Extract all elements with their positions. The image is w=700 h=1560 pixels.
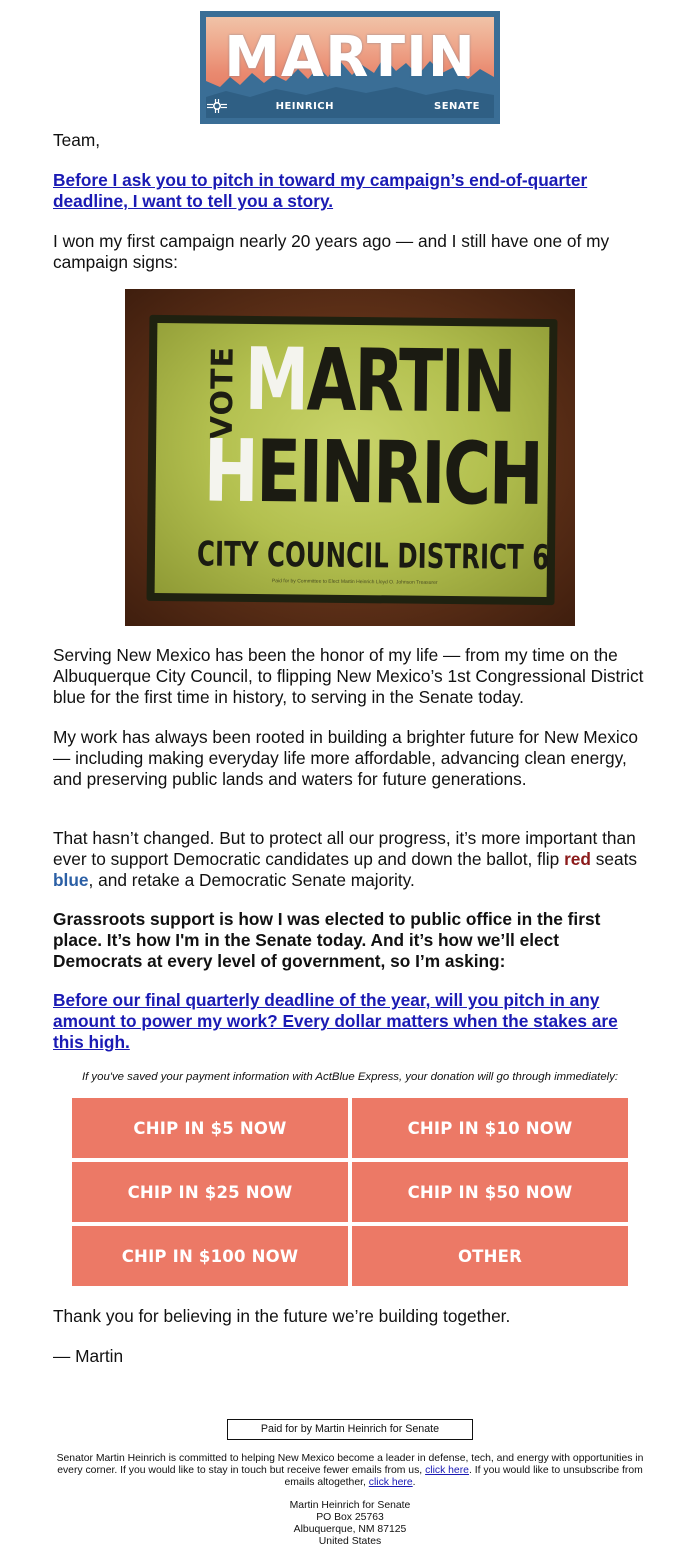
campaign-sign-photo[interactable] xyxy=(125,289,575,626)
logo-banner xyxy=(206,17,494,118)
changed-paragraph: That hasn’t changed. But to protect all our progress, it’s more important than ever to support Democratic candidates up and down the ballot, flip red seats blue, and retake a Democratic Senate majority. xyxy=(53,828,638,890)
campaign-logo xyxy=(200,11,500,124)
work-paragraph: My work has always been rooted in building a brighter future for New Mexico — including making everyday life more affordable, advancing clean energy, and preserving public lands and waters for future generations. xyxy=(53,727,638,789)
chip-in-5-button[interactable]: CHIP IN $5 NOW xyxy=(72,1098,348,1158)
address-line-3: Albuquerque, NM 87125 xyxy=(293,1524,407,1535)
other-amount-button[interactable]: OTHER xyxy=(352,1226,628,1286)
chip-in-50-button[interactable]: CHIP IN $50 NOW xyxy=(352,1162,628,1222)
sign-line-district: CITY COUNCIL DISTRICT 6 xyxy=(196,534,550,579)
paid-for-box: Paid for by Martin Heinrich for Senate xyxy=(227,1419,473,1440)
logo-title: MARTIN xyxy=(224,25,476,90)
fewer-emails-link[interactable]: click here xyxy=(425,1465,469,1476)
address-line-2: PO Box 25763 xyxy=(316,1512,384,1523)
chip-in-10-button[interactable]: CHIP IN $10 NOW xyxy=(352,1098,628,1158)
intro-link[interactable]: Before I ask you to pitch in toward my campaign’s end-of-quarter deadline, I want to tell you a story. xyxy=(53,170,588,211)
blue-word: blue xyxy=(53,870,89,890)
sign-fine-print: Paid for by Committee to Elect Martin Heinrich Lloyd O. Johnson Treasurer xyxy=(271,578,438,586)
address-line-4: United States xyxy=(318,1536,382,1547)
sign-face xyxy=(155,323,550,597)
actblue-express-note: If you've saved your payment information with ActBlue Express, your donation will go through immediately: xyxy=(81,1071,619,1083)
footer-notice: Senator Martin Heinrich is committed to helping New Mexico become a leader in defense, tech, and energy with opportunities in every corner. If you would like to stay in touch but receive fewer emails from us, click here. If you would like to unsubscribe from emails altogether, click here. xyxy=(56,1453,644,1488)
unsubscribe-link[interactable]: click here xyxy=(368,1477,413,1488)
greeting: Team, xyxy=(53,130,101,150)
chip-in-25-button[interactable]: CHIP IN $25 NOW xyxy=(72,1162,348,1222)
logo-sub-left: HEINRICH xyxy=(275,101,334,112)
story-paragraph: I won my first campaign nearly 20 years ago — and I still have one of my campaign signs: xyxy=(53,231,610,272)
serving-paragraph: Serving New Mexico has been the honor of my life — from my time on the Albuquerque City Council, to flipping New Mexico’s 1st Congressional District blue for the first time in history, to serving in the Senate today. xyxy=(53,645,644,707)
thanks-paragraph: Thank you for believing in the future we’re building together. xyxy=(53,1306,511,1326)
sign-line-heinrich: HEINRICH xyxy=(203,421,542,525)
sign-line-martin: MARTIN xyxy=(244,329,515,433)
logo-sub-right: SENATE xyxy=(434,101,481,112)
logo-subtitle xyxy=(206,99,494,115)
chip-in-100-button[interactable]: CHIP IN $100 NOW xyxy=(72,1226,348,1286)
address-line-1: Martin Heinrich for Senate xyxy=(289,1500,411,1511)
grassroots-paragraph: Grassroots support is how I was elected to public office in the first place. It’s how I'm in the Senate today. And it’s how we’ll elect Democrats at every level of government, so I’m asking: xyxy=(53,909,601,971)
ask-link[interactable]: Before our final quarterly deadline of the year, will you pitch in any amount to power my work? Every dollar matters when the stakes are this high. xyxy=(53,990,618,1052)
sign-vote: VOTE xyxy=(204,345,241,440)
campaign-sign xyxy=(147,315,558,605)
signoff: — Martin xyxy=(53,1346,124,1366)
red-word: red xyxy=(564,849,591,869)
zia-sun-icon xyxy=(206,99,228,113)
